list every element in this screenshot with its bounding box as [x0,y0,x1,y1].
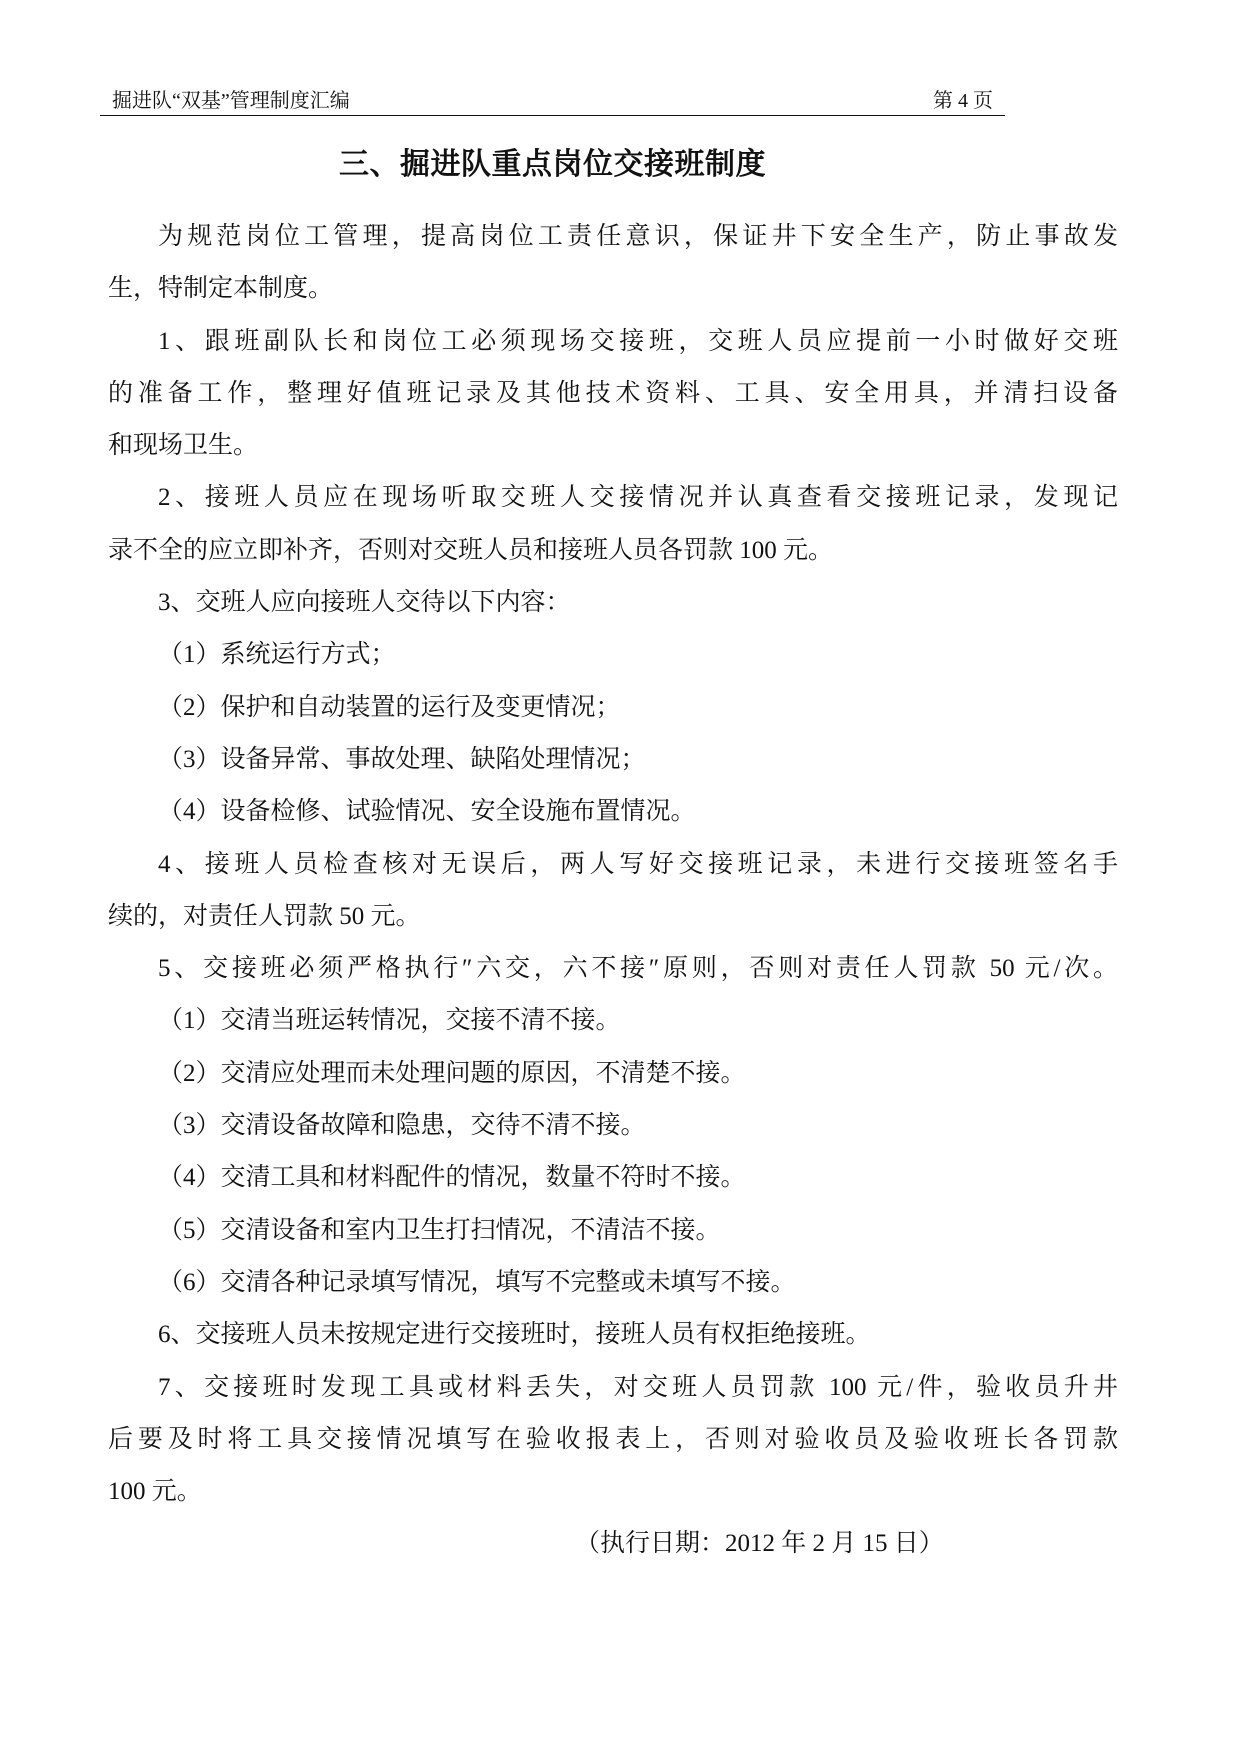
list-item [108,629,1118,681]
text-line: 续的，对责任人罚款 50 元。 [108,902,421,930]
paragraph-intro [108,211,1118,316]
text-line: 2、接班人员应在现场听取交班人交接情况并认真查看交接班记录，发现记 [158,484,1118,512]
text-line: 6、交接班人员未按规定进行交接班时，接班人员有权拒绝接班。 [158,1321,871,1349]
text-line: （6）交清各种记录填写情况，填写不完整或未填写不接。 [158,1268,796,1296]
list-item [108,995,1118,1047]
text-line: 的准备工作，整理好值班记录及其他技术资料、工具、安全用具，并清扫设备 [108,379,1118,407]
text-line: 录不全的应立即补齐，否则对交班人员和接班人员各罚款 100 元。 [108,536,834,564]
text-line: （2）保护和自动装置的运行及变更情况； [158,693,621,721]
page-title: 三、掘进队重点岗位交接班制度 [339,148,766,181]
header-document-name: 掘进队“双基”管理制度汇编 [112,89,350,112]
text-line: （3）交清设备故障和隐患，交待不清不接。 [158,1112,646,1140]
text-line: （4）交清工具和材料配件的情况，数量不符时不接。 [158,1164,746,1192]
text-line: 后要及时将工具交接情况填写在验收报表上，否则对验收员及验收班长各罚款 [108,1425,1118,1453]
paragraph-rule-6 [108,1309,1118,1361]
text-line: 1、跟班副队长和岗位工必须现场交接班，交班人员应提前一小时做好交班 [158,327,1118,355]
text-line: 100 元。 [108,1478,202,1506]
paragraph-rule-2 [108,472,1118,577]
list-item [108,786,1118,838]
paragraph-rule-5 [108,943,1118,995]
list-item [108,1100,1118,1152]
paragraph-rule-7 [108,1362,1118,1519]
list-item [108,1257,1118,1309]
document-body [108,211,1118,1571]
list-item [108,734,1118,786]
page-header [100,86,1005,116]
text-line: （5）交清设备和室内卫生打扫情况，不清洁不接。 [158,1216,721,1244]
list-item [108,1048,1118,1100]
text-line: （1）系统运行方式； [158,641,396,669]
list-item [108,682,1118,734]
list-item [108,1205,1118,1257]
text-line: 7、交接班时发现工具或材料丢失，对交班人员罚款 100 元/件，验收员升井 [158,1373,1118,1401]
text-line: 5、交接班必须严格执行″六交，六不接″原则，否则对责任人罚款 50 元/次。 [158,955,1118,983]
paragraph-rule-1 [108,316,1118,473]
text-line: 4、接班人员检查核对无误后，两人写好交接班记录，未进行交接班签名手 [158,850,1118,878]
text-line: 3、交班人应向接班人交待以下内容： [158,589,571,617]
list-item [108,1152,1118,1204]
text-line: （1）交清当班运转情况，交接不清不接。 [158,1007,621,1035]
page-number: 第 4 页 [933,89,993,112]
text-line: （3）设备异常、事故处理、缺陷处理情况； [158,745,646,773]
paragraph-rule-4 [108,839,1118,944]
text-line: 生，特制定本制度。 [108,275,334,303]
text-line: 为规范岗位工管理，提高岗位工责任意识，保证井下安全生产，防止事故发 [158,223,1118,250]
text-line: （4）设备检修、试验情况、安全设施布置情况。 [158,798,696,826]
effective-date: （执行日期：2012 年 2 月 15 日） [575,1530,944,1558]
text-line: （2）交清应处理而未处理问题的原因，不清楚不接。 [158,1059,746,1087]
text-line: 和现场卫生。 [108,432,259,460]
paragraph-rule-3 [108,577,1118,629]
